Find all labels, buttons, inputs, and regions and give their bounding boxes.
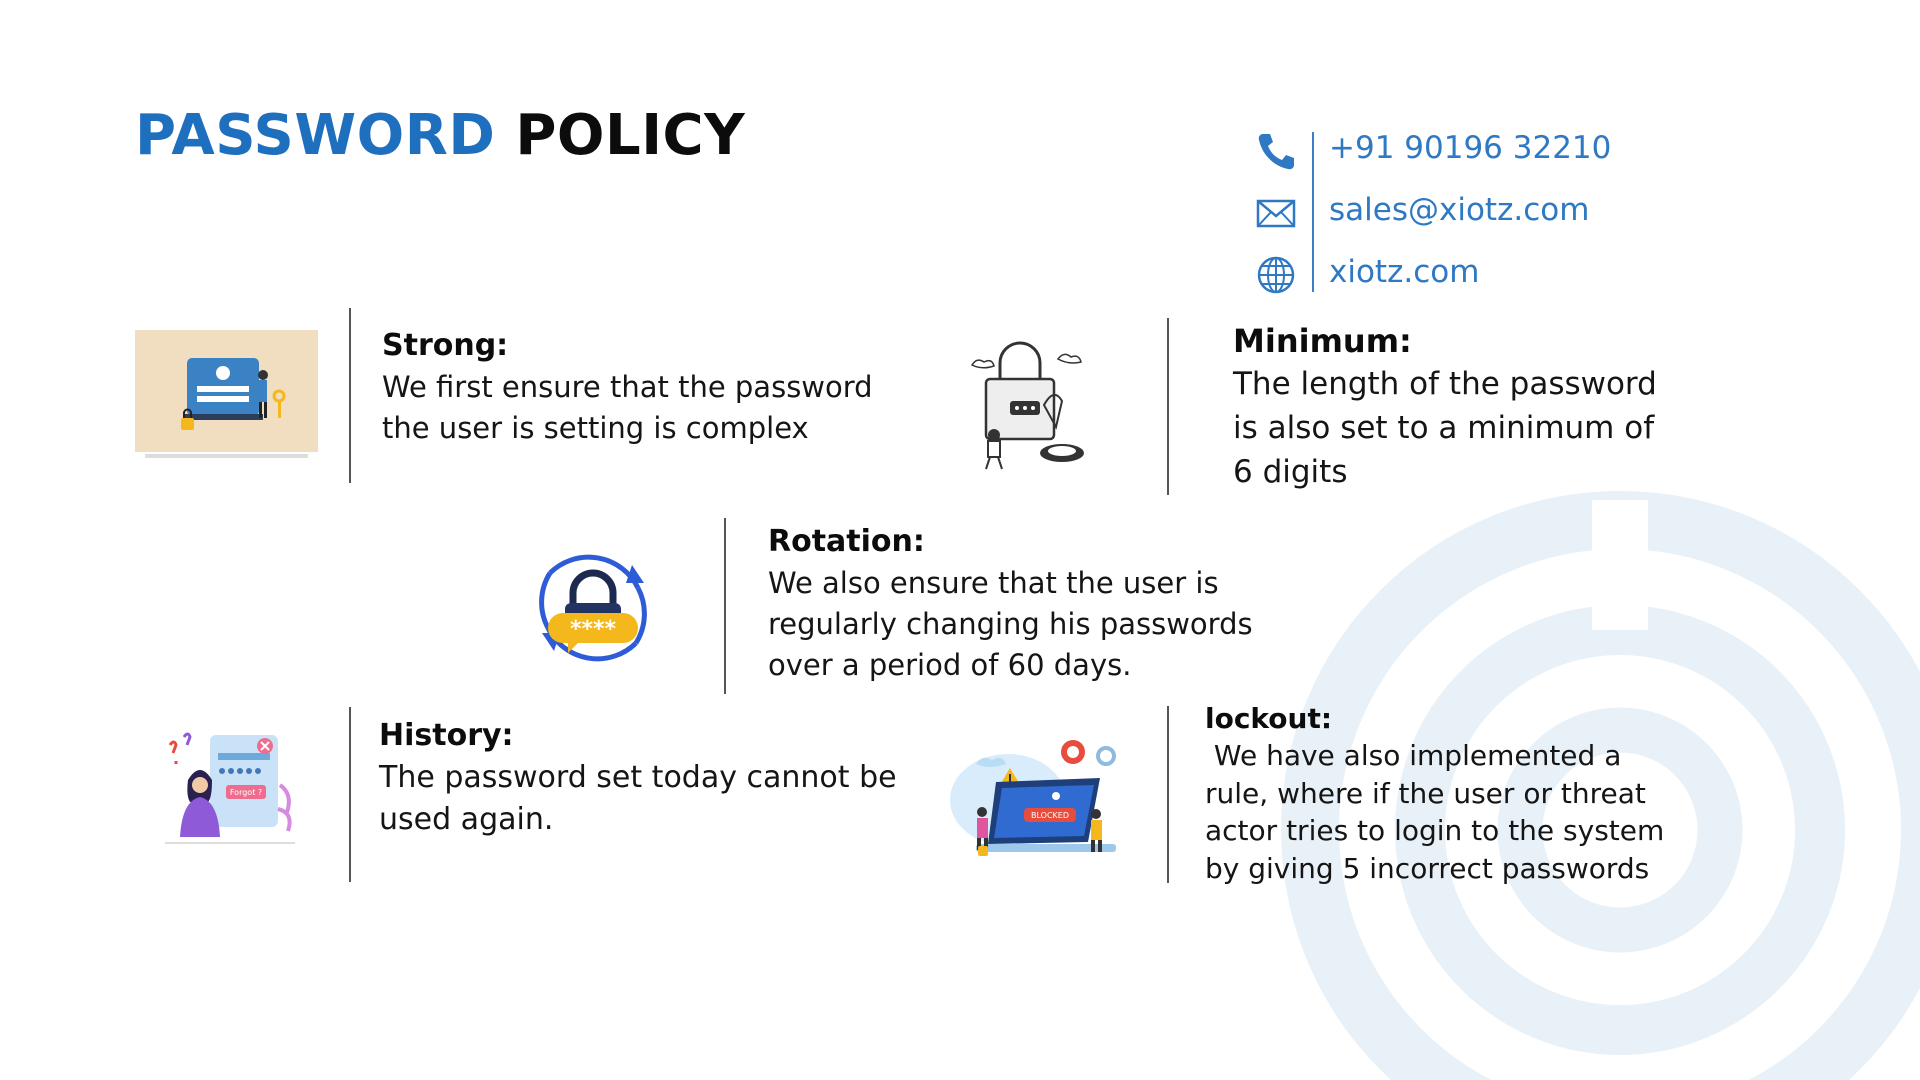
rotation-stars-label: **** (569, 617, 617, 642)
minimum-text: The length of the password is also set to a minimum of 6 digits (1233, 366, 1657, 490)
minimum-heading: Minimum: (1233, 322, 1412, 360)
strong-divider (349, 308, 351, 483)
login-screen-illustration (135, 330, 318, 462)
rotation-section (768, 524, 1288, 686)
padlock-sketch-illustration (962, 335, 1094, 471)
rotation-divider (724, 518, 726, 694)
rotation-heading: Rotation: (768, 524, 925, 559)
mail-icon (1255, 192, 1297, 234)
lockout-heading: lockout: (1205, 702, 1333, 735)
lockout-divider (1167, 706, 1169, 883)
website-link[interactable]: xiotz.com (1329, 254, 1480, 290)
history-heading: History: (379, 718, 514, 753)
rotation-text: We also ensure that the user is regularly changing his passwords over a period of 60 days. (768, 566, 1253, 682)
contact-website-row (1252, 250, 1672, 298)
email-address[interactable]: sales@xiotz.com (1329, 192, 1590, 228)
strong-section (382, 328, 902, 449)
contact-block (1252, 126, 1672, 296)
blocked-laptop-illustration (948, 730, 1124, 866)
strong-heading: Strong: (382, 328, 509, 363)
history-section (379, 718, 919, 841)
forgot-password-illustration (160, 725, 300, 850)
page-title (135, 103, 746, 168)
contact-email-row (1252, 188, 1672, 236)
forgot-label: Forgot ? (229, 788, 263, 797)
contact-phone-row (1252, 126, 1672, 174)
lockout-text: We have also implemented a rule, where if the user or threat actor tries to login to the system by giving 5 incorrect passwords (1205, 739, 1674, 885)
title-main: POLICY (515, 103, 746, 168)
history-text: The password set today cannot be used again. (379, 760, 897, 837)
title-accent: PASSWORD (135, 103, 496, 168)
strong-text: We first ensure that the password the user is setting is complex (382, 370, 873, 445)
phone-number[interactable]: +91 90196 32210 (1329, 130, 1612, 166)
blocked-label: BLOCKED (1030, 811, 1070, 820)
lock-rotation-icon (528, 543, 658, 673)
history-divider (349, 707, 351, 882)
minimum-section (1233, 322, 1673, 494)
minimum-divider (1167, 318, 1169, 495)
phone-icon (1255, 130, 1297, 172)
globe-icon (1255, 254, 1297, 296)
lockout-section (1205, 702, 1674, 887)
